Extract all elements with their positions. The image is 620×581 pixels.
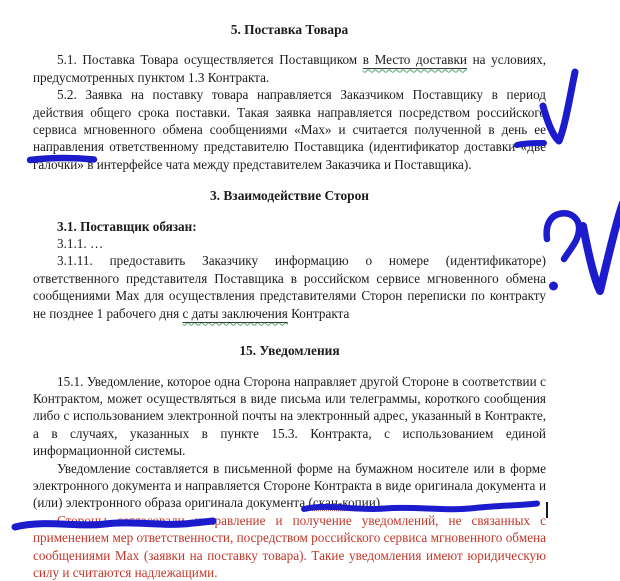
- red-paragraph-part2-underlined: Такие уведомления имеют юридическую силу и считаются надлежащими.: [33, 547, 547, 580]
- notification-form-text-pre: Уведомление составляется в письменной форме на бумажном носителе или в форме электронного документа и направляется Стороне Контракта в виде оригинала документа и (или) электронного образа оригинала документа (: [33, 460, 546, 511]
- section-heading-3: 3. Взаимодействие Сторон: [209, 188, 369, 204]
- contract-date-link[interactable]: с даты заключения: [182, 305, 288, 321]
- notification-form-paragraph: [33, 460, 546, 512]
- clause-3-1-1: 3.1.1. …: [57, 236, 104, 252]
- clause-15-1: 15.1. Уведомление, которое одна Сторона направляет другой Стороне в соответствии с Контрактом, может осуществляться в виде письма или телеграммы, короткого сообщения либо с использованием электронной почты на электронный адрес, указанный в Контракте, а в случаях, указанных в пункте 15.3. Контракта, с использованием единой информационной системы.: [33, 373, 546, 459]
- text-cursor: [546, 502, 548, 518]
- section-heading-15: 15. Уведомления: [239, 343, 340, 359]
- notification-form-text-post: ).: [375, 495, 384, 511]
- check-mark-annotation-2: [583, 203, 620, 291]
- contract-document-page: [33, 10, 546, 581]
- clause-3-1-11: [33, 252, 546, 322]
- question-mark-annotation: [547, 213, 579, 259]
- red-paragraph-part1: Стороны согласовали направление и получение уведомлений, не связанных с применением мер ответственности, посредством российского сервиса мгновенного обмена сообщениями Мах (заявки на поставку товара).: [33, 512, 546, 563]
- scan-copy-term: скан-копии: [312, 495, 376, 511]
- clause-3-1: 3.1. Поставщик обязан:: [57, 218, 197, 234]
- section-heading-5: 5. Поставка Товара: [230, 22, 349, 37]
- clause-5-2: 5.2. Заявка на поставку товара направляется Заказчиком Поставщику в период действия общего срока поставки. Такая заявка направляется посредством российского сервиса мгновенного обмена сообщениями «Мах» и считается полученной в день ее направления ответственному представителю Поставщика (идентификатор доставки «две галочки» в интерфейсе чата между представителем Заказчика и Поставщика).: [33, 87, 546, 172]
- clause-3-1-11-text-post: Контракта: [287, 305, 350, 321]
- clause-5-1: [33, 51, 546, 86]
- clause-5-1-text-pre: 5.1. Поставка Товара осуществляется Поставщиком: [57, 52, 363, 68]
- question-mark-dot: [549, 282, 558, 291]
- check-mark-annotation-1: [543, 72, 575, 141]
- place-of-delivery-link[interactable]: в Место доставки: [362, 52, 467, 68]
- red-edited-paragraph: [33, 512, 546, 581]
- clause-3-1-11-text-pre: 3.1.11. предоставить Заказчику информацию о номере (идентификаторе) ответственного представителя Поставщика в российском сервисе мгновенного обмена сообщениями Мах для осуществления представителями Сторон переписки по контракту не позднее 1 рабочего дня: [33, 253, 546, 321]
- clause-5-1-text-post: на условиях, предусмотренных пунктом 1.3 Контракта.: [33, 52, 546, 85]
